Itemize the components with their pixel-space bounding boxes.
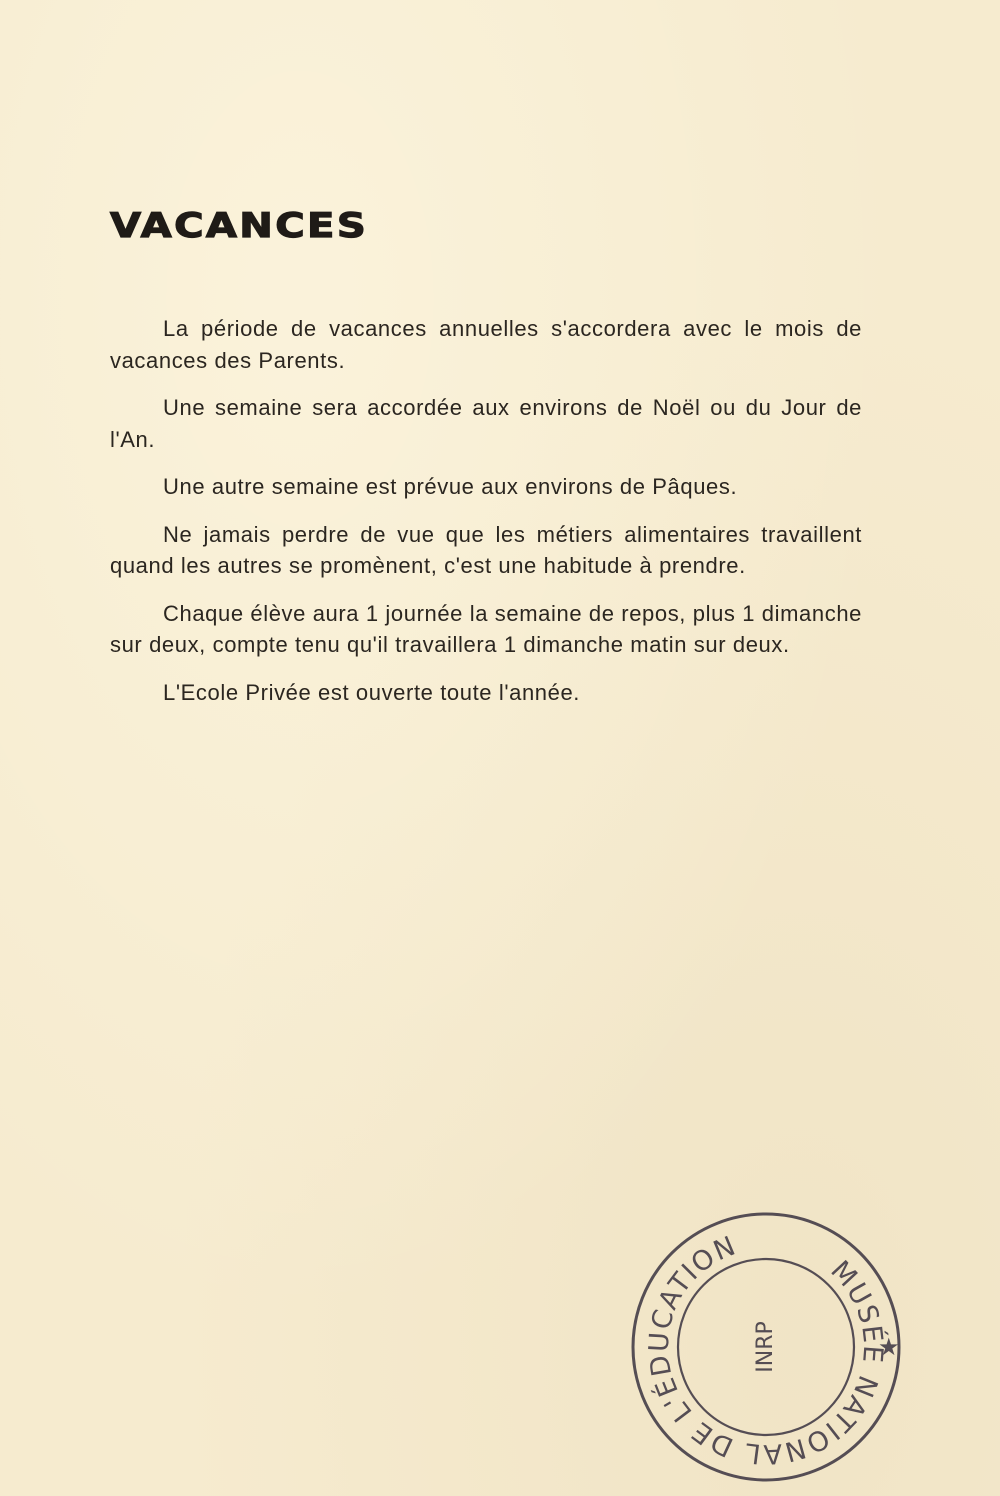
paragraph: La période de vacances annuelles s'accordera avec le mois de vacances des Parents. [110,316,862,373]
museum-stamp [626,1207,906,1487]
paragraph: Ne jamais perdre de vue que les métiers alimentaires travaillent quand les autres se promènent, c'est une habitude à prendre. [110,521,862,578]
paragraph: Une semaine sera accordée aux environs de Noël ou du Jour de l'An. [110,395,862,452]
paragraph: L'Ecole Privée est ouverte toute l'année. [163,679,581,705]
page-title: VACANCES [110,206,369,246]
paragraph: Chaque élève aura 1 journée la semaine de repos, plus 1 dimanche sur deux, compte tenu qu'il travaillera 1 dimanche matin sur deux. [110,600,862,657]
document-body [110,313,862,724]
paragraph: Une autre semaine est prévue aux environs de Pâques. [163,474,738,499]
stamp-inner-text: INRP [753,1321,778,1373]
stamp-outer-text: MUSÉE NATIONAL DE L'ÉDUCATION [643,1230,889,1470]
stamp-star-icon: ★ [878,1333,900,1361]
